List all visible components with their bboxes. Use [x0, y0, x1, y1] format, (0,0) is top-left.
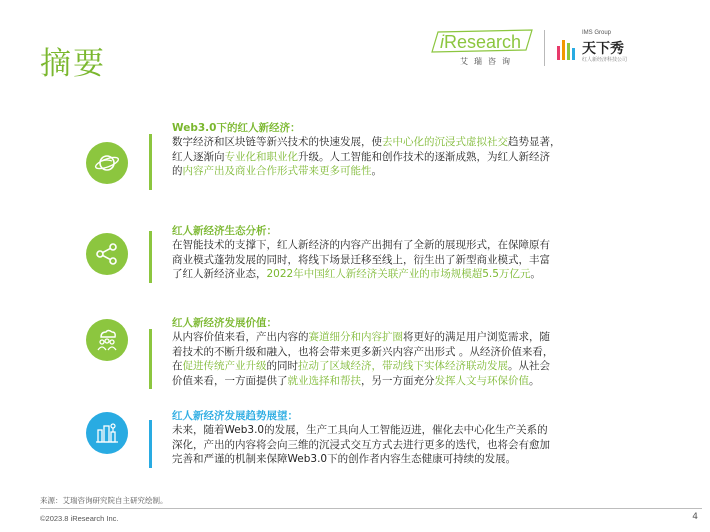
body-line — [172, 345, 612, 360]
iresearch-wordmark — [440, 32, 521, 53]
section-title: Web3.0下的红人新经济： — [172, 122, 301, 134]
body-text: 从内容价值来看，产出内容的 — [172, 331, 309, 343]
section-body — [172, 238, 612, 282]
body-line — [172, 423, 612, 438]
body-line — [172, 359, 612, 374]
body-text: 未来，随着Web3.0的发展，生产工具向人工智能迈进，催化去中心化生产关系的 — [172, 424, 548, 436]
highlight-text: 2022年中国红人新经济关联产业的市场规模超5.5万亿元 — [266, 268, 531, 281]
body-text: ，另一方面充分 — [361, 374, 435, 387]
brand-divider — [544, 30, 545, 66]
section-accent-bar — [149, 329, 152, 389]
txr-name: 天下秀 — [582, 41, 624, 57]
body-text: 。 — [371, 165, 382, 178]
source-note: 来源：艾瑞咨询研究院自主研究绘制。 — [40, 496, 168, 505]
footer-divider — [40, 508, 702, 509]
body-text: 将更好的满足用户浏览需求，随 — [403, 331, 550, 343]
city-tech-icon — [86, 412, 128, 454]
body-text: 。从社会 — [508, 360, 550, 373]
iresearch-logo — [428, 28, 536, 68]
txr-bars-icon — [556, 38, 578, 62]
copyright: ©2023.8 iResearch Inc. — [40, 514, 119, 523]
page-title: 摘要 — [40, 46, 106, 82]
body-line — [172, 135, 612, 150]
body-text: 升级。人工智能和创作技术的逐渐成熟，为红人新经济 — [298, 150, 550, 163]
highlight-text: 拉动了区域经济，带动线下实体经济联动发展 — [298, 360, 508, 373]
section-title: 红人新经济生态分析： — [172, 225, 277, 237]
body-line — [172, 374, 612, 389]
highlight-text: 就业选择和帮扶 — [287, 374, 361, 387]
body-text: 在智能技术的支撑下，红人新经济的内容产出拥有了全新的展现形式，在保障原有 — [172, 239, 550, 251]
section-title: 红人新经济发展趋势展望： — [172, 410, 298, 422]
body-text: 商业模式蓬勃发展的同时，将线下场景迁移至线上，衍生出了新型商业模式，丰富 — [172, 253, 550, 266]
txr-tagline: 红人新经济科技公司 — [582, 57, 628, 63]
body-line — [172, 238, 612, 253]
body-text: 着技术的不断升级和融入，也将会带来更多新兴内容产出形式 。从经济价值来看， — [172, 345, 554, 358]
section-accent-bar — [149, 420, 152, 468]
body-line — [172, 330, 612, 345]
highlight-text: 发挥人文与环保价值 — [434, 374, 529, 387]
txr-group-label: IMS Group — [582, 30, 612, 36]
txr-logo — [556, 28, 686, 72]
section-title: 红人新经济发展价值： — [172, 317, 277, 329]
section-body — [172, 330, 612, 388]
body-text: 完善和严谨的机制来保障Web3.0下的创作者内容生态健康可持续的发展。 — [172, 453, 517, 466]
body-text: 数字经济和区块链等新兴技术的快速发展，使 — [172, 136, 382, 148]
body-text: 。 — [530, 268, 541, 281]
section-body — [172, 135, 612, 179]
highlight-text: 内容产出及商业合作形式带来更多可能性 — [182, 165, 372, 178]
body-line — [172, 452, 612, 467]
highlight-text: 赛道细分和内容扩圈 — [308, 331, 403, 343]
section-accent-bar — [149, 134, 152, 190]
body-text: 在 — [172, 360, 183, 373]
highlight-text: 促进传统产业升级 — [182, 360, 267, 373]
body-text: 。 — [529, 374, 540, 387]
section-body — [172, 423, 612, 467]
people-cloud-icon — [86, 319, 128, 361]
body-line — [172, 150, 612, 165]
iresearch-name: Research — [444, 32, 522, 52]
body-line — [172, 438, 612, 453]
body-line — [172, 253, 612, 268]
body-text: 红人逐渐向 — [172, 150, 225, 163]
body-text: 深化，产出的内容将会向三维的沉浸式交互方式去进行更多的迭代，也将会有愈加 — [172, 438, 550, 451]
body-text: 趋势显著， — [508, 136, 561, 148]
body-text: 价值来看，一方面提供了 — [172, 374, 288, 387]
highlight-text: 去中心化的沉浸式虚拟社交 — [382, 136, 508, 148]
iresearch-cn-name: 艾瑞咨询 — [460, 57, 516, 66]
page-number: 4 — [692, 512, 698, 522]
planet-icon — [86, 142, 128, 184]
body-line — [172, 267, 612, 282]
body-text: 的 — [172, 165, 183, 178]
section-accent-bar — [149, 231, 152, 283]
body-text: 了红人新经济业态， — [172, 268, 267, 281]
highlight-text: 专业化和职业化 — [224, 150, 298, 163]
iresearch-prefix: i — [440, 32, 444, 52]
share-icon — [86, 233, 128, 275]
body-line — [172, 164, 612, 179]
brand-logos — [428, 22, 688, 74]
body-text: 的同时 — [266, 360, 298, 373]
